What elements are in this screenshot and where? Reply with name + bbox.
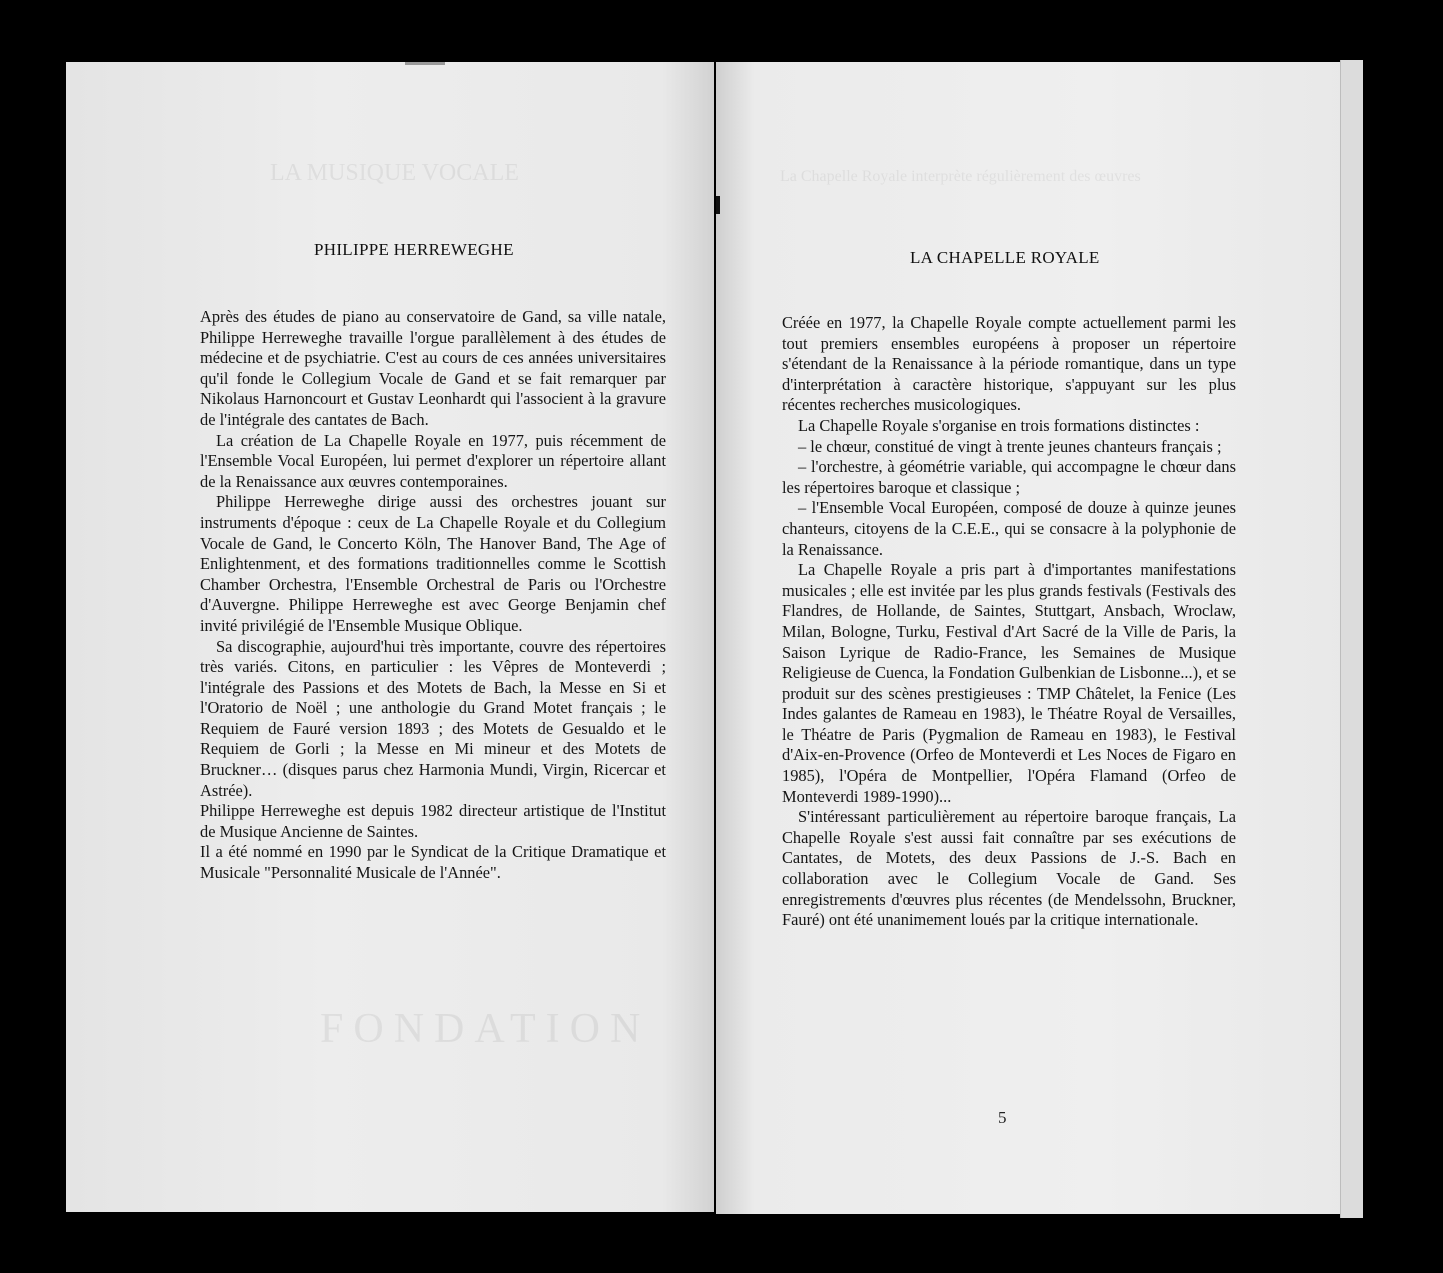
left-page-body (200, 307, 666, 884)
page-number: 5 (998, 1108, 1007, 1127)
paragraph: La Chapelle Royale a pris part à d'importantes manifestations musicales ; elle est invitée par les plus grands festivals (Festivals des Flandres, de Hollande, de Saintes, Stuttgart, Ansbach, Wroclaw, Milan, Bologne, Turku, Festival d'Art Sacré de la Ville de Paris, la Saison Lyrique de Radio-France, les Semaines de Musique Religieuse de Cuenca, la Fondation Gulbenkian de Lisbonne...), et se produit sur des scènes prestigieuses : TMP Châtelet, la Fenice (Les Indes galantes de Rameau en 1983), le Théatre Royal de Versailles, le Théatre de Paris (Pygmalion de Rameau en 1983), le Festival d'Aix-en-Provence (Orfeo de Monteverdi et Les Noces de Figaro en 1985), l'Opéra de Montpellier, l'Opéra Flamand (Orfeo de Monteverdi 1989-1990)... (782, 560, 1236, 806)
spine-mark (716, 196, 720, 214)
paragraph: Créée en 1977, la Chapelle Royale compte actuellement parmi les tout premiers ensembles européens à proposer un répertoire s'étendant de la Renaissance à la période romantique, dans un type d'interprétation à caractère historique, s'appuyant sur les plus récentes recherches musicologiques. (782, 313, 1236, 415)
paragraph: Après des études de piano au conservatoire de Gand, sa ville natale, Philippe Herreweghe travaille l'orgue parallèlement à des études de médecine et de psychiatrie. C'est au cours de ces années universitaires qu'il fonde le Collegium Vocale de Gand et se fait remarquer par Nikolaus Harnoncourt et Gustav Leonhardt qui l'associent à la gravure de l'intégrale des cantates de Bach. (200, 307, 666, 429)
paragraph: Il a été nommé en 1990 par le Syndicat de la Critique Dramatique et Musicale "Personnalité Musicale de l'Année". (200, 842, 666, 883)
right-page-body (782, 313, 1236, 931)
paragraph: La Chapelle Royale s'organise en trois formations distinctes : (798, 415, 1200, 435)
list-item: – le chœur, constitué de vingt à trente jeunes chanteurs français ; (798, 436, 1222, 456)
top-edge-mark (405, 62, 445, 65)
page-title: LA CHAPELLE ROYALE (910, 248, 1100, 267)
page-title: PHILIPPE HERREWEGHE (314, 240, 514, 259)
page-stack-edge (1340, 60, 1363, 1218)
list-item: – l'orchestre, à géométrie variable, qui accompagne le chœur dans les répertoires baroque et classique ; (782, 457, 1236, 497)
list-item: – l'Ensemble Vocal Européen, composé de douze à quinze jeunes chanteurs, citoyens de la C.E.E., qui se consacre à la polyphonie de la Renaissance. (782, 498, 1236, 559)
paragraph: S'intéressant particulièrement au répertoire baroque français, La Chapelle Royale s'est aussi fait connaître par ses exécutions de Cantates, de Motets, des deux Passions de J.-S. Bach en collaboration avec le Collegium Vocale de Gand. Ses enregistrements d'œuvres plus récentes (de Mendelssohn, Bruckner, Fauré) ont été unanimement loués par la critique internationale. (782, 807, 1236, 930)
paragraph: Sa discographie, aujourd'hui très importante, couvre des répertoires très variés. Citons, en particulier : les Vêpres de Monteverdi ; l'intégrale des Passions et des Motets de Bach, la Messe en Si et l'Oratorio de Noël ; une anthologie du Grand Motet français ; le Requiem de Fauré version 1893 ; des Motets de Gesualdo et le Requiem de Gorli ; la Messe en Mi mineur et des Motets de Bruckner… (disques parus chez Harmonia Mundi, Virgin, Ricercar et Astrée). (200, 636, 666, 800)
paragraph: Philippe Herreweghe dirige aussi des orchestres jouant sur instruments d'époque : ceux de La Chapelle Royale et du Collegium Vocale de Gand, le Concerto Köln, The Hanover Band, The Age of Enlightenment, et des formations traditionnelles comme le Scottish Chamber Orchestra, l'Ensemble Orchestral de Paris ou l'Orchestre d'Auvergne. Philippe Herreweghe est avec George Benjamin chef invité privilégié de l'Ensemble Musique Oblique. (200, 492, 666, 635)
paragraph: Philippe Herreweghe est depuis 1982 directeur artistique de l'Institut de Musique Ancienne de Saintes. (200, 801, 666, 841)
paragraph: La création de La Chapelle Royale en 1977, puis récemment de l'Ensemble Vocal Européen, lui permet d'explorer un répertoire allant de la Renaissance aux œuvres contemporaines. (200, 430, 666, 491)
